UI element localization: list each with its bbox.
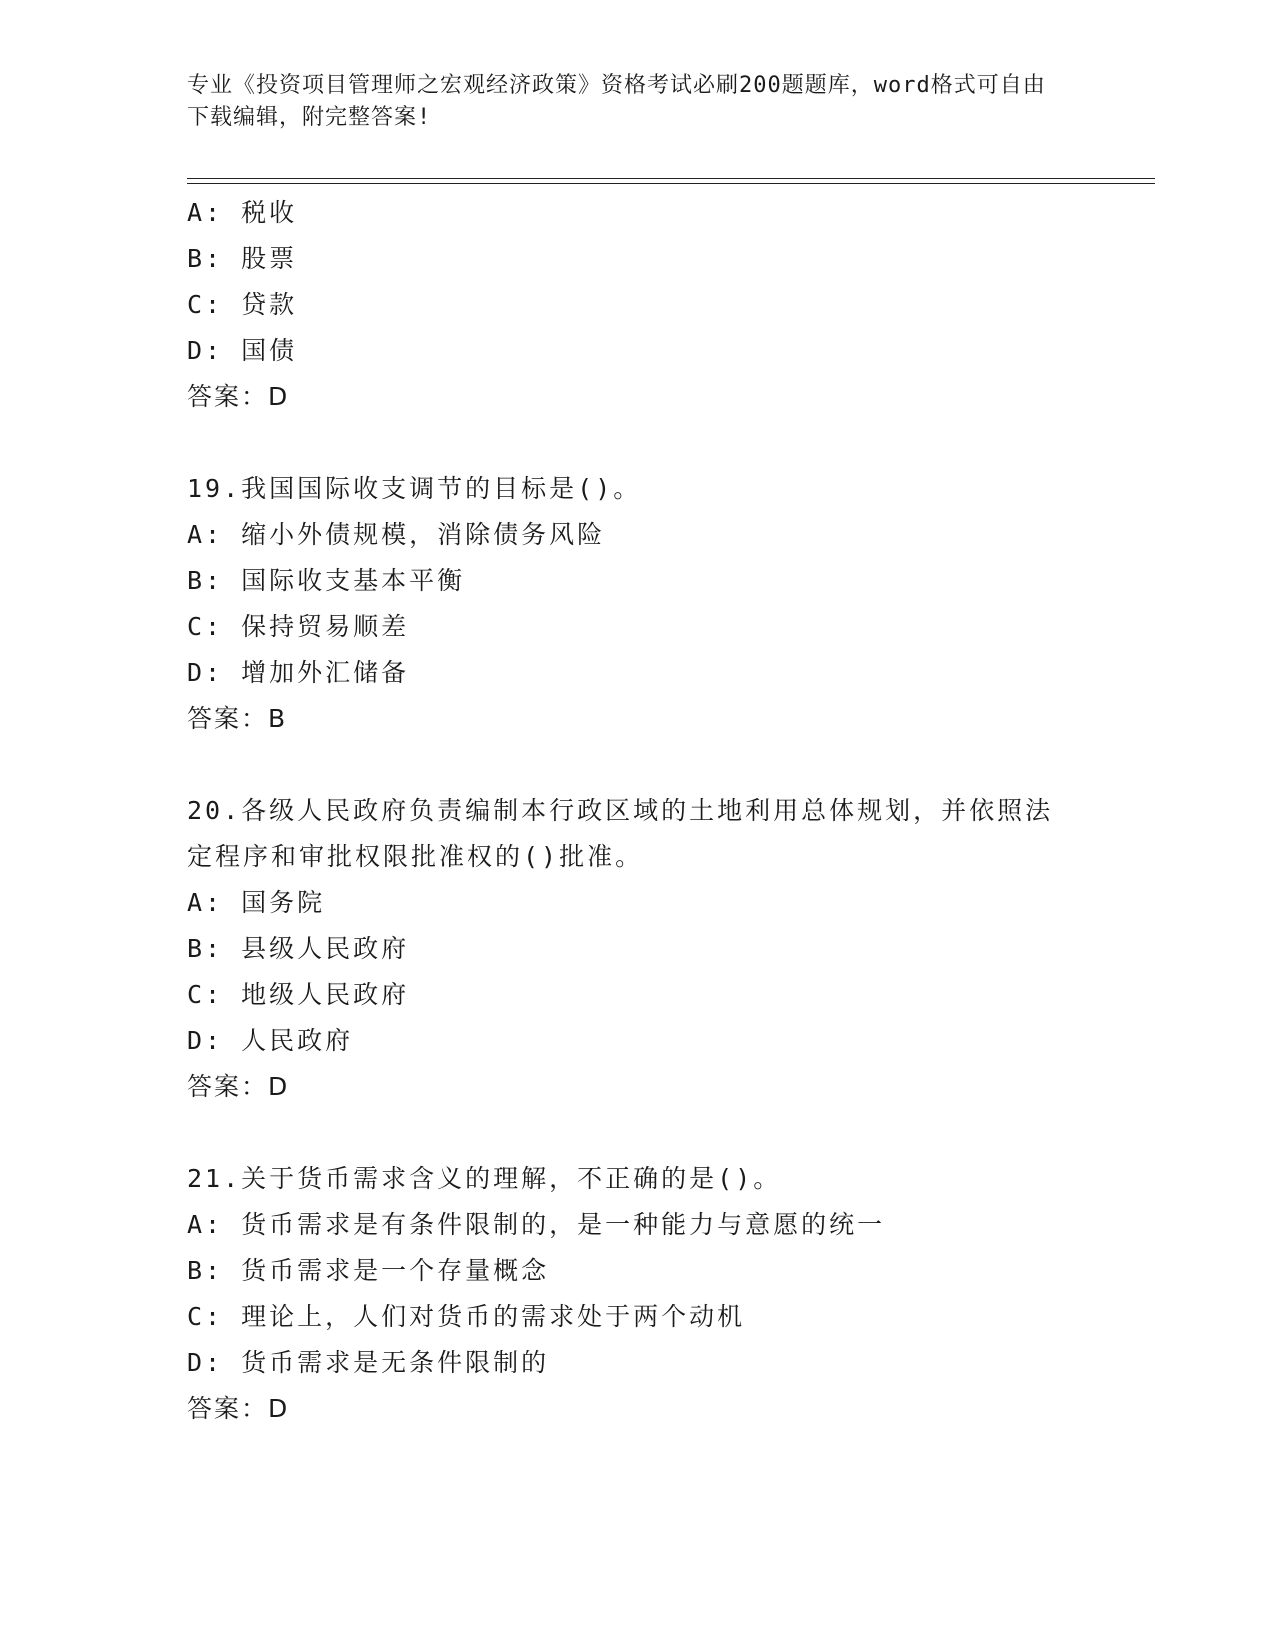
document-body <box>187 190 1087 1432</box>
question-title: 19.我国国际收支调节的目标是()。 <box>187 474 642 503</box>
question-block-20 <box>187 788 1087 1110</box>
option-a: A: 税收 <box>187 198 298 227</box>
header-rule-bottom <box>187 183 1155 184</box>
question-title: 21.关于货币需求含义的理解，不正确的是()。 <box>187 1164 782 1193</box>
option-b: B: 货币需求是一个存量概念 <box>187 1256 550 1285</box>
option-d: D: 货币需求是无条件限制的 <box>187 1348 550 1377</box>
option-b: B: 股票 <box>187 244 298 273</box>
option-c: C: 地级人民政府 <box>187 980 410 1009</box>
option-c: C: 保持贸易顺差 <box>187 612 410 641</box>
option-c: C: 理论上，人们对货币的需求处于两个动机 <box>187 1302 746 1331</box>
question-block-21 <box>187 1156 1087 1432</box>
option-a: A: 货币需求是有条件限制的，是一种能力与意愿的统一 <box>187 1210 886 1239</box>
question-title: 20.各级人民政府负责编制本行政区域的土地利用总体规划，并依照法定程序和审批权限批准权的()批准。 <box>187 796 1054 871</box>
document-header: 专业《投资项目管理师之宏观经济政策》资格考试必刷200题题库，word格式可自由下载编辑，附完整答案! <box>187 73 1046 130</box>
option-d: D: 国债 <box>187 336 298 365</box>
answer-line: 答案：D <box>187 1072 290 1101</box>
answer-line: 答案：D <box>187 382 290 411</box>
question-block-18 <box>187 190 1087 420</box>
option-d: D: 增加外汇储备 <box>187 658 410 687</box>
answer-line: 答案：D <box>187 1394 290 1423</box>
option-a: A: 缩小外债规模，消除债务风险 <box>187 520 606 549</box>
header-rule-top <box>187 178 1155 179</box>
question-block-19 <box>187 466 1087 742</box>
option-b: B: 县级人民政府 <box>187 934 410 963</box>
option-a: A: 国务院 <box>187 888 326 917</box>
option-c: C: 贷款 <box>187 290 298 319</box>
option-b: B: 国际收支基本平衡 <box>187 566 466 595</box>
option-d: D: 人民政府 <box>187 1026 354 1055</box>
answer-line: 答案：B <box>187 704 288 733</box>
